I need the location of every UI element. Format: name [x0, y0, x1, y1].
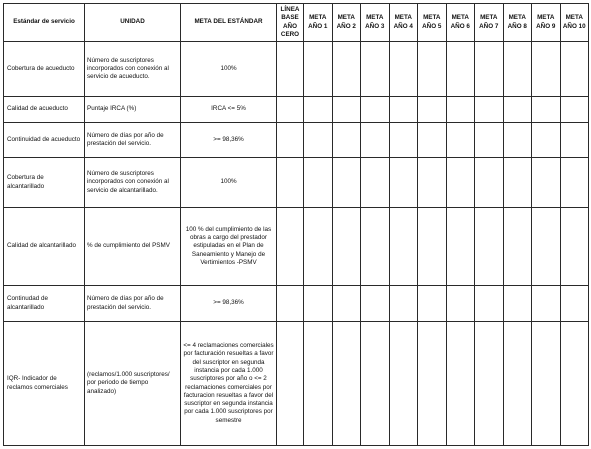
- year-4-cell: [389, 123, 418, 158]
- unit-cell: (reclamos/1.000 suscriptores/ por periodo de tiempo analizado): [85, 322, 181, 446]
- table-row: [4, 158, 589, 208]
- baseline-cell: [277, 208, 304, 286]
- header-year-5: META AÑO 5: [418, 4, 447, 42]
- goal-cell: >= 98,36%: [181, 286, 277, 322]
- baseline-cell: [277, 97, 304, 123]
- baseline-cell: [277, 322, 304, 446]
- year-7-cell: [475, 123, 504, 158]
- service-standards-table: [3, 3, 589, 446]
- year-10-cell: [560, 97, 589, 123]
- year-3-cell: [361, 286, 390, 322]
- year-7-cell: [475, 97, 504, 123]
- year-2-cell: [332, 97, 361, 123]
- header-year-9: META AÑO 9: [532, 4, 561, 42]
- year-8-cell: [503, 123, 532, 158]
- year-8-cell: [503, 97, 532, 123]
- year-6-cell: [446, 97, 475, 123]
- year-4-cell: [389, 322, 418, 446]
- year-3-cell: [361, 158, 390, 208]
- year-10-cell: [560, 208, 589, 286]
- year-9-cell: [532, 158, 561, 208]
- year-5-cell: [418, 286, 447, 322]
- standard-cell: Cobertura de alcantarillado: [4, 158, 85, 208]
- header-goal: META DEL ESTÁNDAR: [181, 4, 277, 42]
- unit-cell: % de cumplimiento del PSMV: [85, 208, 181, 286]
- year-2-cell: [332, 208, 361, 286]
- year-1-cell: [304, 208, 333, 286]
- year-2-cell: [332, 322, 361, 446]
- header-year-8: META AÑO 8: [503, 4, 532, 42]
- baseline-cell: [277, 158, 304, 208]
- year-9-cell: [532, 208, 561, 286]
- year-7-cell: [475, 322, 504, 446]
- header-baseline: LÍNEA BASE AÑO CERO: [277, 4, 304, 42]
- goal-cell: 100%: [181, 158, 277, 208]
- year-8-cell: [503, 42, 532, 97]
- year-1-cell: [304, 42, 333, 97]
- header-year-10: META AÑO 10: [560, 4, 589, 42]
- year-3-cell: [361, 208, 390, 286]
- standard-cell: Calidad de alcantarillado: [4, 208, 85, 286]
- year-8-cell: [503, 208, 532, 286]
- baseline-cell: [277, 286, 304, 322]
- standard-cell: Cobertura de acueducto: [4, 42, 85, 97]
- year-1-cell: [304, 123, 333, 158]
- year-3-cell: [361, 322, 390, 446]
- year-5-cell: [418, 322, 447, 446]
- header-year-1: META AÑO 1: [304, 4, 333, 42]
- year-6-cell: [446, 322, 475, 446]
- year-10-cell: [560, 286, 589, 322]
- standard-cell: Continuidad de acueducto: [4, 123, 85, 158]
- year-4-cell: [389, 42, 418, 97]
- year-9-cell: [532, 123, 561, 158]
- year-1-cell: [304, 158, 333, 208]
- year-6-cell: [446, 208, 475, 286]
- year-4-cell: [389, 97, 418, 123]
- goal-cell: 100%: [181, 42, 277, 97]
- year-5-cell: [418, 208, 447, 286]
- year-8-cell: [503, 158, 532, 208]
- standard-cell: Calidad de acueducto: [4, 97, 85, 123]
- unit-cell: Puntaje IRCA (%): [85, 97, 181, 123]
- goal-cell: <= 4 reclamaciones comerciales por facturación resueltas a favor del suscriptor en segunda instancia por cada 1.000 suscriptores por año o <= 2 reclamaciones comerciales por facturacion resueltas a favor del suscriptor en segunda instancia por cada 1.000 suscriptores por semestre: [181, 322, 277, 446]
- goal-cell: IRCA <= 5%: [181, 97, 277, 123]
- year-10-cell: [560, 158, 589, 208]
- header-standard: Estándar de servicio: [4, 4, 85, 42]
- year-6-cell: [446, 286, 475, 322]
- year-10-cell: [560, 123, 589, 158]
- year-8-cell: [503, 286, 532, 322]
- year-9-cell: [532, 97, 561, 123]
- year-7-cell: [475, 208, 504, 286]
- year-3-cell: [361, 123, 390, 158]
- year-3-cell: [361, 42, 390, 97]
- table-row: [4, 42, 589, 97]
- year-5-cell: [418, 97, 447, 123]
- year-1-cell: [304, 97, 333, 123]
- year-1-cell: [304, 322, 333, 446]
- year-10-cell: [560, 322, 589, 446]
- year-9-cell: [532, 286, 561, 322]
- unit-cell: Número de días por año de prestación del servicio.: [85, 123, 181, 158]
- unit-cell: Número de suscriptores incorporados con conexión al servicio de alcantarillado.: [85, 158, 181, 208]
- header-year-4: META AÑO 4: [389, 4, 418, 42]
- year-6-cell: [446, 158, 475, 208]
- table-row: [4, 208, 589, 286]
- goal-cell: >= 98,36%: [181, 123, 277, 158]
- standard-cell: Continudad de alcantarillado: [4, 286, 85, 322]
- year-1-cell: [304, 286, 333, 322]
- year-2-cell: [332, 123, 361, 158]
- table-row: [4, 97, 589, 123]
- baseline-cell: [277, 42, 304, 97]
- year-7-cell: [475, 42, 504, 97]
- header-year-6: META AÑO 6: [446, 4, 475, 42]
- year-9-cell: [532, 42, 561, 97]
- year-5-cell: [418, 123, 447, 158]
- header-row: [4, 4, 589, 42]
- year-9-cell: [532, 322, 561, 446]
- year-6-cell: [446, 42, 475, 97]
- year-8-cell: [503, 322, 532, 446]
- year-5-cell: [418, 42, 447, 97]
- year-2-cell: [332, 286, 361, 322]
- year-4-cell: [389, 208, 418, 286]
- goal-cell: 100 % del cumplimiento de las obras a cargo del prestador estipuladas en el Plan de Saneamiento y Manejo de Vertimientos -PSMV: [181, 208, 277, 286]
- header-year-7: META AÑO 7: [475, 4, 504, 42]
- year-5-cell: [418, 158, 447, 208]
- table-row: [4, 286, 589, 322]
- table-row: [4, 123, 589, 158]
- year-7-cell: [475, 286, 504, 322]
- year-2-cell: [332, 158, 361, 208]
- year-4-cell: [389, 286, 418, 322]
- year-4-cell: [389, 158, 418, 208]
- year-10-cell: [560, 42, 589, 97]
- unit-cell: Número de días por año de prestación del servicio.: [85, 286, 181, 322]
- header-year-3: META AÑO 3: [361, 4, 390, 42]
- year-3-cell: [361, 97, 390, 123]
- year-7-cell: [475, 158, 504, 208]
- header-unit: UNIDAD: [85, 4, 181, 42]
- year-2-cell: [332, 42, 361, 97]
- header-year-2: META AÑO 2: [332, 4, 361, 42]
- baseline-cell: [277, 123, 304, 158]
- standard-cell: IQR- Indicador de reclamos comerciales: [4, 322, 85, 446]
- year-6-cell: [446, 123, 475, 158]
- unit-cell: Número de suscriptores incorporados con conexión al servicio de acueducto.: [85, 42, 181, 97]
- table-row: [4, 322, 589, 446]
